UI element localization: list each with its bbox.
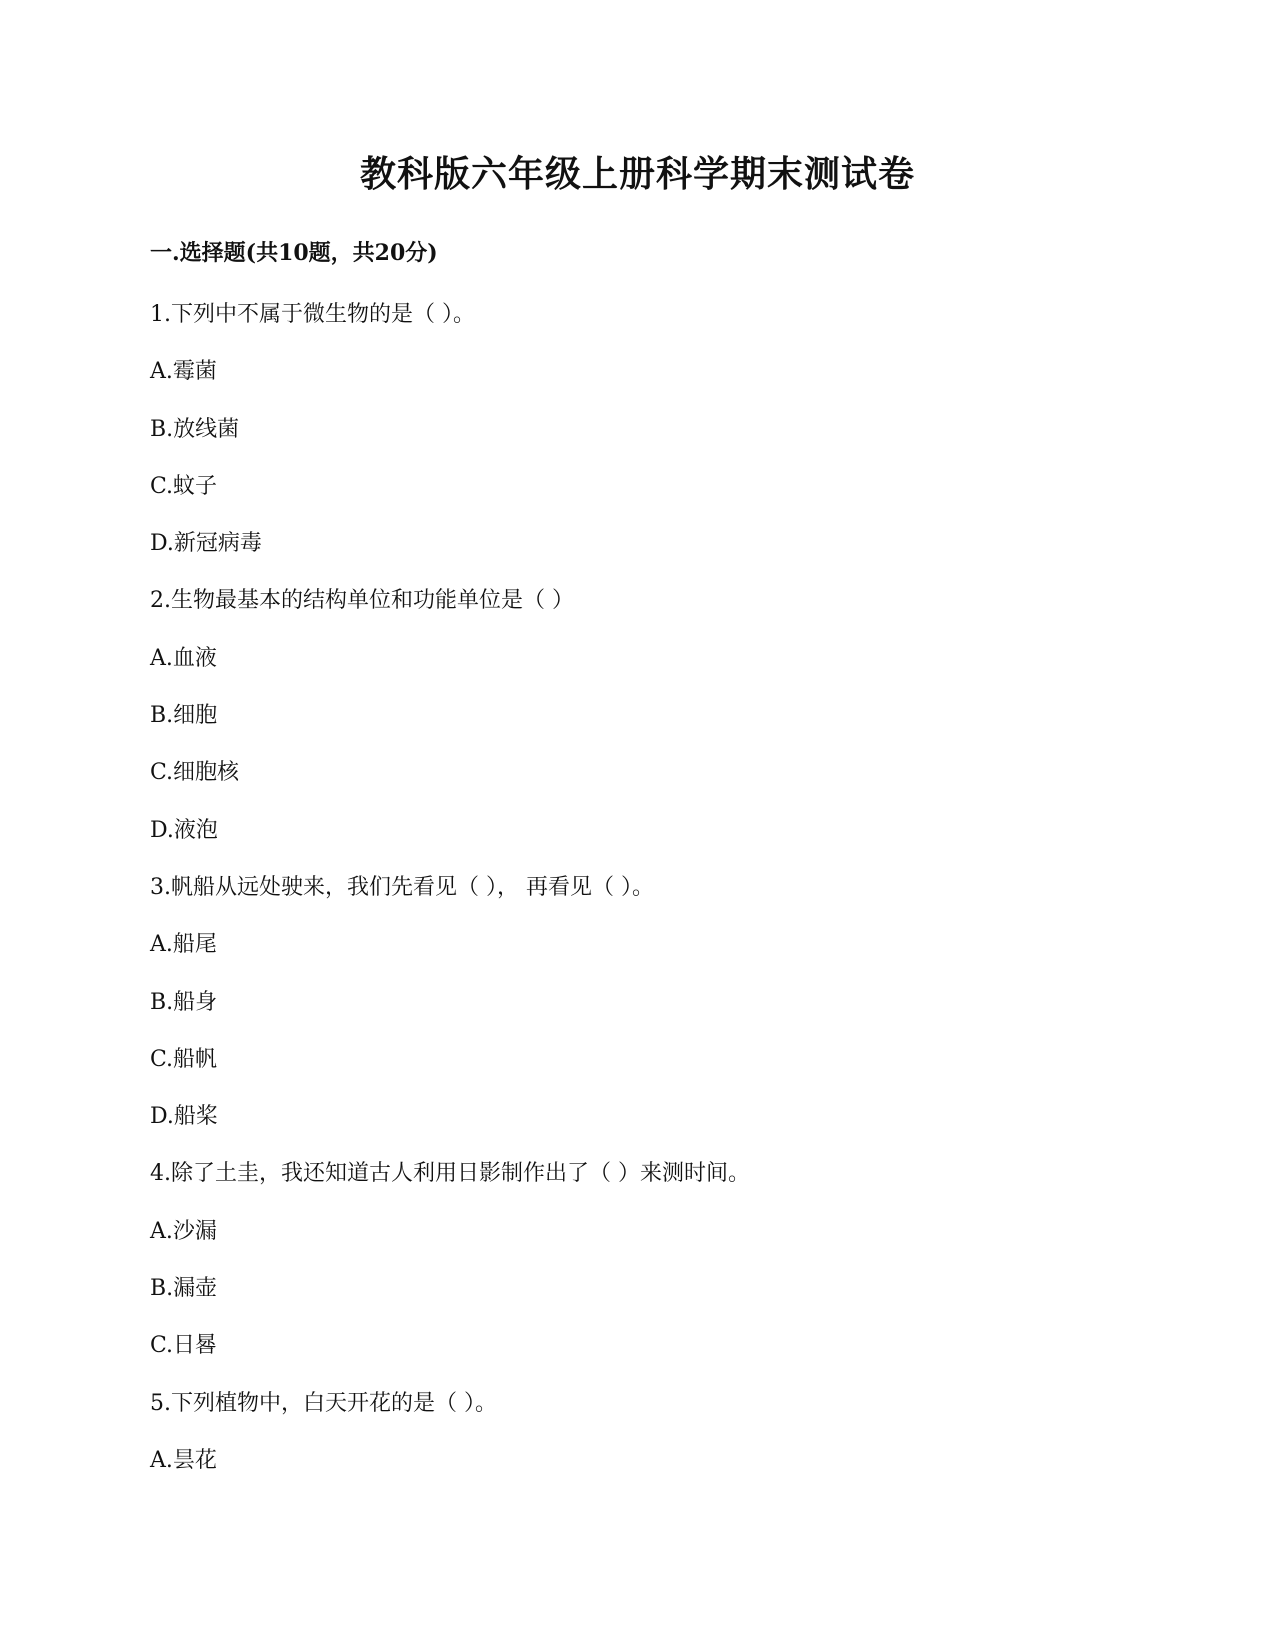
answer-option: A.昙花 — [150, 1447, 217, 1473]
question-text: 1.下列中不属于微生物的是（ ）。 — [150, 302, 475, 327]
answer-option: B.放线菌 — [150, 416, 240, 442]
answer-option: B.细胞 — [150, 703, 218, 729]
answer-option: C.细胞核 — [150, 760, 240, 786]
answer-option: B.船身 — [150, 989, 218, 1015]
answer-option: C.船帆 — [150, 1046, 218, 1072]
question-text: 3.帆船从远处驶来，我们先看见（ ）， 再看见（ ）。 — [150, 874, 654, 900]
question-text: 4.除了土圭，我还知道古人利用日影制作出了（ ）来测时间。 — [150, 1161, 750, 1187]
answer-option: D.新冠病毒 — [150, 531, 262, 557]
answer-option: B.漏壶 — [150, 1276, 218, 1302]
question-text: 2.生物最基本的结构单位和功能单位是（ ） — [150, 588, 574, 614]
section-heading: 一.选择题(共10题，共20分) — [150, 240, 438, 266]
answer-option: D.液泡 — [150, 817, 218, 843]
answer-option: C.日晷 — [150, 1333, 218, 1359]
answer-option: C.蚊子 — [150, 473, 218, 499]
answer-option: D.船桨 — [150, 1104, 218, 1130]
answer-option: A.血液 — [150, 645, 217, 671]
document-title: 教科版六年级上册科学期末测试卷 — [359, 153, 915, 195]
answer-option: A.船尾 — [150, 932, 217, 958]
question-list — [150, 300, 1150, 1503]
question-text: 5.下列植物中，白天开花的是（ ）。 — [150, 1390, 497, 1416]
answer-option: A.沙漏 — [150, 1218, 217, 1244]
answer-option: A.霉菌 — [150, 359, 217, 385]
